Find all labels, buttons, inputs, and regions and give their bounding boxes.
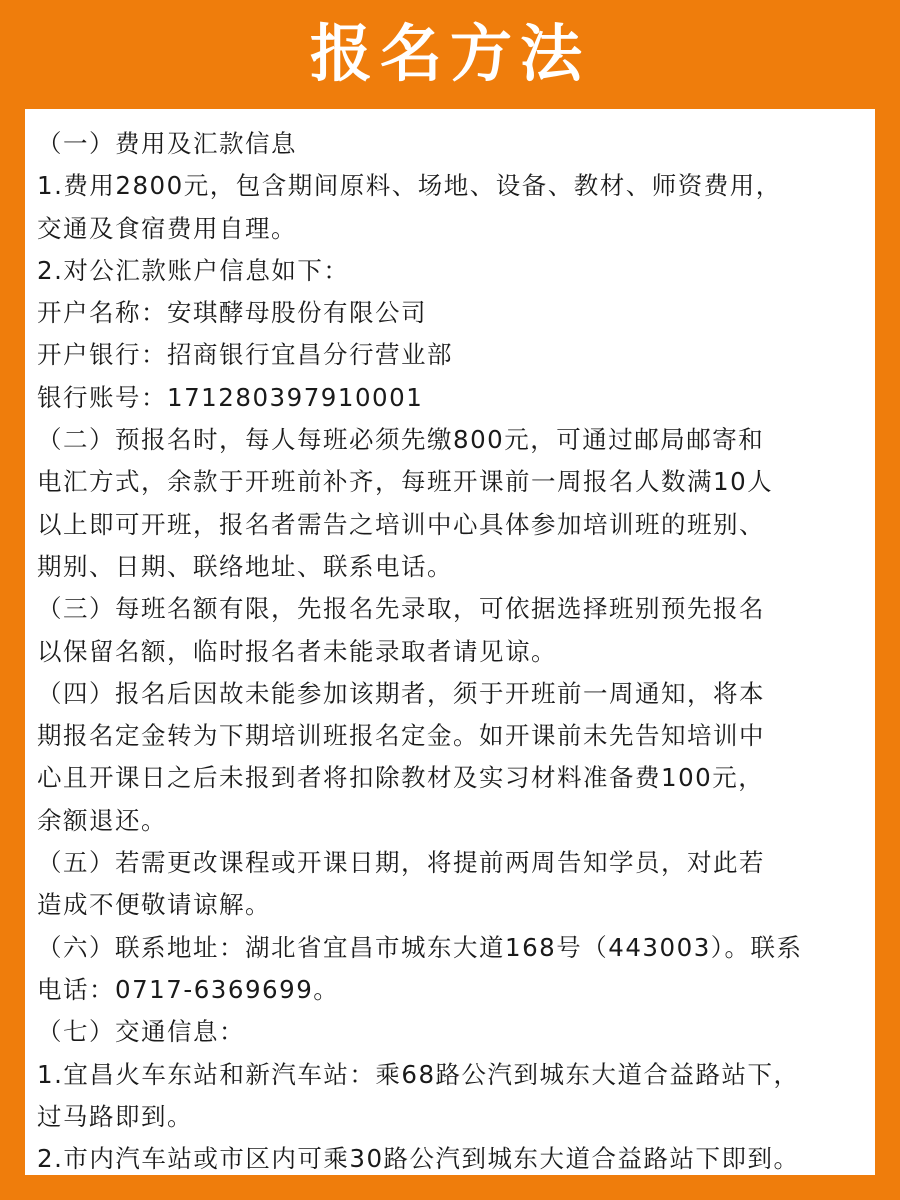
text-line: 1.宜昌火车东站和新汽车站：乘68路公汽到城东大道合益路站下， — [37, 1059, 800, 1089]
text-line: 期报名定金转为下期培训班报名定金。如开课前未先告知培训中 — [37, 721, 765, 751]
text-line: 2.对公汇款账户信息如下： — [37, 255, 350, 285]
text-line: 以上即可开班，报名者需告之培训中心具体参加培训班的班别、 — [37, 509, 765, 539]
content-panel — [25, 109, 875, 1175]
text-line: 心且开课日之后未报到者将扣除教材及实习材料准备费100元， — [37, 763, 765, 793]
bank-name-line: 开户银行：招商银行宜昌分行营业部 — [37, 340, 453, 370]
text-line: 1.费用2800元，包含期间原料、场地、设备、教材、师资费用， — [37, 171, 782, 201]
text-line: 余额退还。 — [37, 805, 167, 835]
account-name-line: 开户名称：安琪酵母股份有限公司 — [37, 298, 427, 328]
section-transport: （七）交通信息： — [37, 1017, 245, 1047]
text-line: 以保留名额，临时报名者未能录取者请见谅。 — [37, 636, 557, 666]
section-cancellation: （四）报名后因故未能参加该期者，须于开班前一周通知，将本 — [37, 678, 765, 708]
text-line: 交通及食宿费用自理。 — [37, 213, 297, 243]
section-contact: （六）联系地址：湖北省宜昌市城东大道168号（443003）。联系 — [37, 932, 803, 962]
phone-line: 电话：0717-6369699。 — [37, 974, 340, 1004]
text-line: 电汇方式，余款于开班前补齐，每班开课前一周报名人数满10人 — [37, 467, 774, 497]
text-line: 期别、日期、联络地址、联系电话。 — [37, 551, 453, 581]
text-line: 2.市内汽车站或市区内可乘30路公汽到城东大道合益路站下即到。 — [37, 1144, 800, 1174]
section-prereg: （二）预报名时，每人每班必须先缴800元，可通过邮局邮寄和 — [37, 425, 765, 455]
section-schedule-change: （五）若需更改课程或开课日期，将提前两周告知学员，对此若 — [37, 848, 765, 878]
text-line: 过马路即到。 — [37, 1101, 193, 1131]
page-title: 报名方法 — [309, 17, 590, 90]
account-number-line: 银行账号：171280397910001 — [37, 382, 424, 412]
section-heading-fees: （一）费用及汇款信息 — [37, 129, 297, 158]
section-quota: （三）每班名额有限，先报名先录取，可依据选择班别预先报名 — [37, 594, 765, 624]
text-line: 造成不便敬请谅解。 — [37, 890, 271, 920]
